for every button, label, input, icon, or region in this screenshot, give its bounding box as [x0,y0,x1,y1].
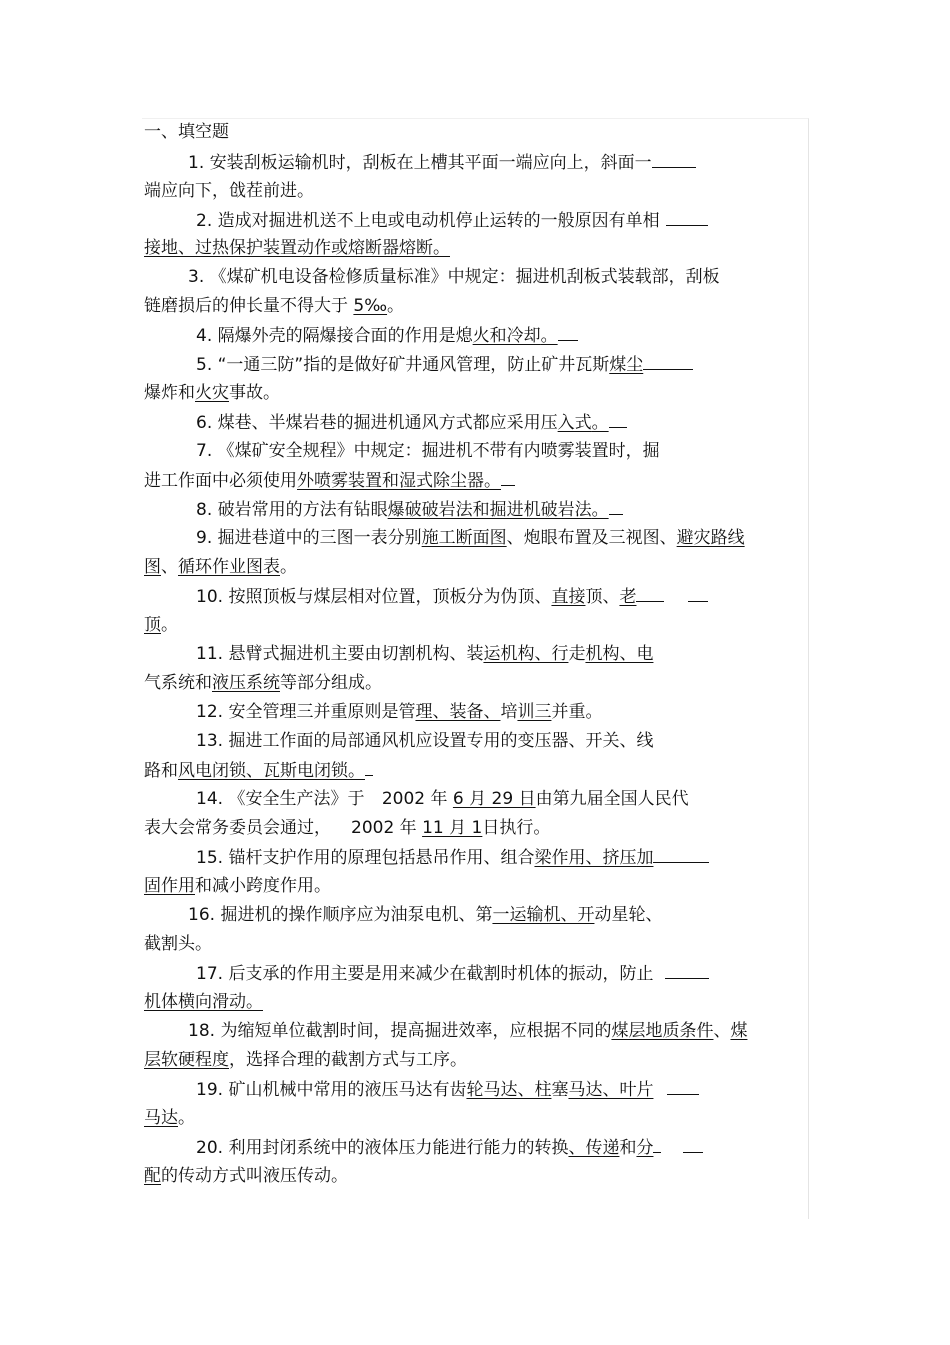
answer-blank [683,1136,703,1153]
question-2-line-2: 接地、过热保护装置动作或熔断器熔断。 [144,238,450,258]
question-15-line-2: 固作用和减小跨度作用。 [144,876,331,896]
answer-blank [636,585,664,602]
answer-blank [643,353,693,370]
question-3-line-2: 链磨损后的伸长量不得大于 5‰。 [144,296,405,316]
answer-blank [609,498,623,515]
question-7-line-2: 进工作面中必须使用外喷雾装置和湿式除尘器。 [144,469,515,492]
question-8-line-1: 8. 破岩常用的方法有钻眼爆破破岩法和掘进机破岩法。 [196,498,623,521]
question-10-line-2: 顶。 [144,615,178,635]
question-11-line-2: 气系统和液压系统等部分组成。 [144,673,382,693]
question-19-line-2: 马达。 [144,1108,195,1128]
question-5-line-1: 5. “一通三防”指的是做好矿井通风管理，防止矿井瓦斯煤尘 [196,353,693,376]
question-14-line-1: 14. 《安全生产法》于 2002 年 6 月 29 日由第九届全国人民代 [196,789,689,809]
question-14-line-2: 表大会常务委员会通过， 2002 年 11 月 1日执行。 [144,818,551,838]
answer-blank [653,846,709,863]
question-20-line-1: 20. 利用封闭系统中的液体压力能进行能力的转换、传递和分 [196,1136,703,1159]
answer-blank [558,324,578,341]
answer-blank [609,411,627,428]
question-9-line-1: 9. 掘进巷道中的三图一表分别施工断面图、炮眼布置及三视图、避灾路线 [196,528,745,548]
answer-blank [501,469,515,486]
question-13-line-2: 路和风电闭锁、瓦斯电闭锁。 [144,759,373,782]
question-20-line-2: 配的传动方式叫液压传动。 [144,1166,348,1186]
question-15-line-1: 15. 锚杆支护作用的原理包括悬吊作用、组合梁作用、挤压加 [196,846,709,869]
question-1-line-1: 1. 安装刮板运输机时，刮板在上槽其平面一端应向上，斜面一 [188,151,696,174]
question-16-line-2: 截割头。 [144,934,212,954]
question-9-line-2: 图、循环作业图表。 [144,557,297,577]
question-18-line-1: 18. 为缩短单位截割时间，提高掘进效率，应根据不同的煤层地质条件、煤 [188,1021,748,1041]
question-10-line-1: 10. 按照顶板与煤层相对位置，顶板分为伪顶、直接顶、老 [196,585,708,608]
answer-blank [652,151,696,168]
answer-blank [667,1078,699,1095]
question-5-line-2: 爆炸和火灾事故。 [144,383,280,403]
question-1-line-2: 端应向下，戗茬前进。 [144,181,314,201]
question-4-line-1: 4. 隔爆外壳的隔爆接合面的作用是熄火和冷却。 [196,324,578,347]
question-3-line-1: 3. 《煤矿机电设备检修质量标准》中规定：掘进机刮板式装载部，刮板 [188,267,720,287]
answer-blank [666,209,708,226]
question-7-line-1: 7. 《煤矿安全规程》中规定：掘进机不带有内喷雾装置时，掘 [196,441,660,461]
answer-blank [688,585,708,602]
question-6-line-1: 6. 煤巷、半煤岩巷的掘进机通风方式都应采用压入式。 [196,411,627,434]
question-13-line-1: 13. 掘进工作面的局部通风机应设置专用的变压器、开关、线 [196,731,654,751]
answer-blank [653,1136,661,1153]
question-2-line-1: 2. 造成对掘进机送不上电或电动机停止运转的一般原因有单相 [196,209,708,232]
question-11-line-1: 11. 悬臂式掘进机主要由切割机构、装运机构、行走机构、电 [196,644,654,664]
question-17-line-2: 机体横向滑动。 [144,992,263,1012]
question-12-line-1: 12. 安全管理三并重原则是管理、装备、培训三并重。 [196,702,603,722]
question-16-line-1: 16. 掘进机的操作顺序应为油泵电机、第一运输机、开动星轮、 [188,905,663,925]
answer-blank [365,759,373,776]
question-19-line-1: 19. 矿山机械中常用的液压马达有齿轮马达、柱塞马达、叶片 [196,1078,699,1101]
question-17-line-1: 17. 后支承的作用主要是用来减少在截割时机体的振动，防止 [196,962,709,985]
answer-blank [665,962,709,979]
question-18-line-2: 层软硬程度，选择合理的截割方式与工序。 [144,1050,467,1070]
section-title: 一、填空题 [144,122,229,142]
